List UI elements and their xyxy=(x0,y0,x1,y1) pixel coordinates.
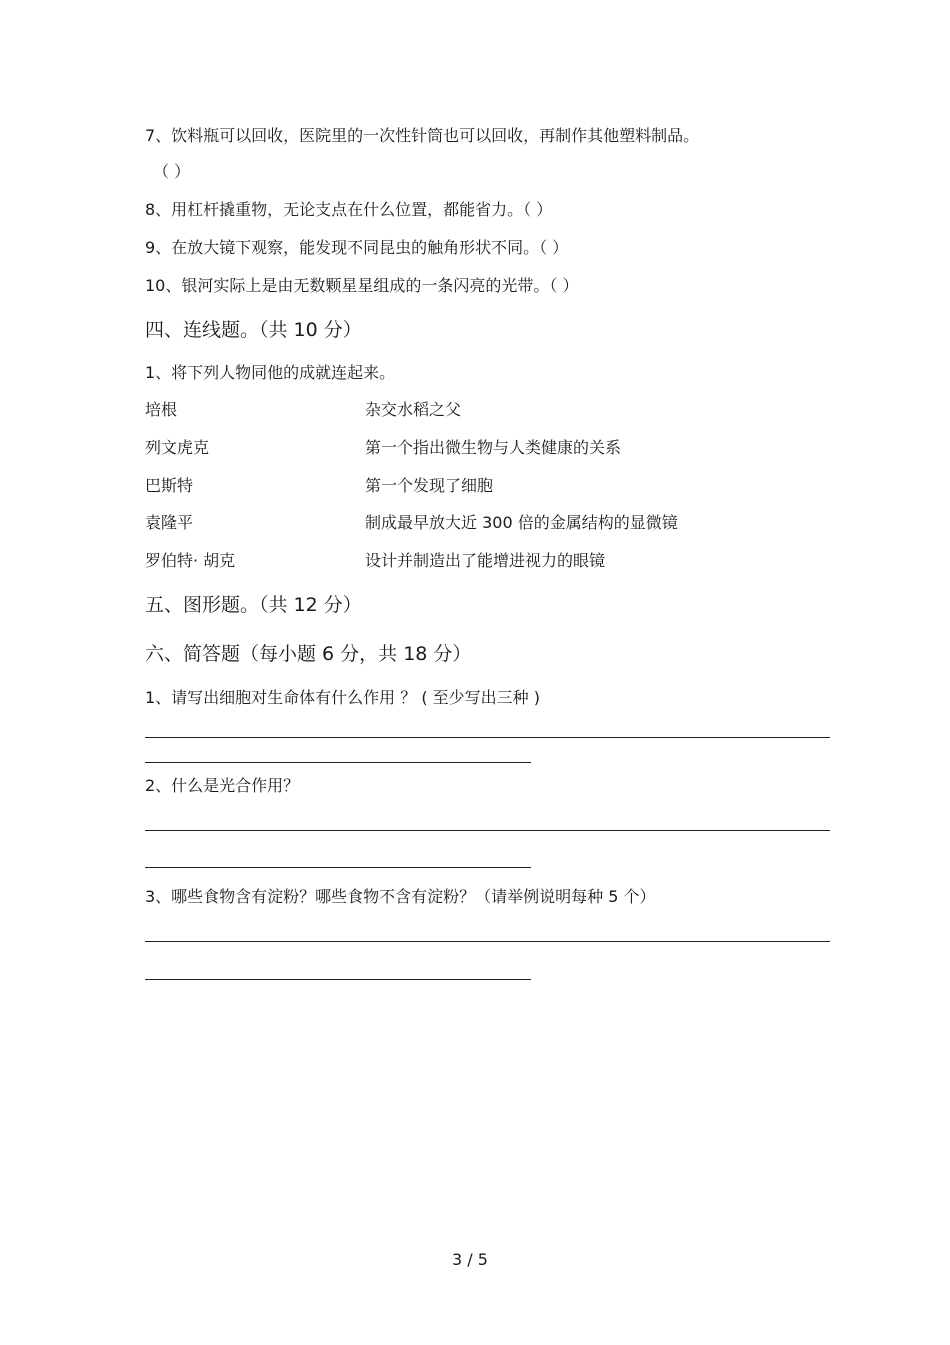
question-8: 8、用杠杆撬重物，无论支点在什么位置，都能省力。（ ） xyxy=(145,200,553,219)
achievement: 第一个发现了细胞 xyxy=(365,476,494,495)
question-9: 9、在放大镜下观察，能发现不同昆虫的触角形状不同。（ ） xyxy=(145,238,569,257)
question-7: 7、饮料瓶可以回收，医院里的一次性针筒也可以回收，再制作其他塑料制品。 xyxy=(145,126,700,145)
answer-line[interactable] xyxy=(145,830,830,831)
answer-line[interactable] xyxy=(145,762,531,763)
achievement: 第一个指出微生物与人类健康的关系 xyxy=(365,438,622,457)
answer-line[interactable] xyxy=(145,979,531,980)
section-4-question-1: 1、将下列人物同他的成就连起来。 xyxy=(145,363,396,382)
section-6-title: 六、简答题（每小题 6 分，共 18 分） xyxy=(145,643,472,665)
section-5-title: 五、图形题。（共 12 分） xyxy=(145,594,362,616)
question-10: 10、银河实际上是由无数颗星星组成的一条闪亮的光带。（ ） xyxy=(145,276,579,295)
person-name: 罗伯特· 胡克 xyxy=(145,551,236,570)
section-6-question-2: 2、什么是光合作用？ xyxy=(145,776,300,795)
section-6-question-1: 1、请写出细胞对生命体有什么作用 ？ ( 至少写出三种 ) xyxy=(145,688,541,707)
person-name: 列文虎克 xyxy=(145,438,210,457)
page-number: 3 / 5 xyxy=(452,1250,488,1269)
answer-line[interactable] xyxy=(145,941,830,942)
question-7-bracket: （ ） xyxy=(153,162,191,181)
achievement: 杂交水稻之父 xyxy=(365,400,462,419)
answer-line[interactable] xyxy=(145,737,830,738)
section-6-question-3: 3、哪些食物含有淀粉？哪些食物不含有淀粉？（请举例说明每种 5 个） xyxy=(145,887,656,906)
achievement: 设计并制造出了能增进视力的眼镜 xyxy=(365,551,606,570)
section-4-title: 四、连线题。（共 10 分） xyxy=(145,319,362,341)
answer-line[interactable] xyxy=(145,867,531,868)
person-name: 培根 xyxy=(145,400,178,419)
achievement: 制成最早放大近 300 倍的金属结构的显微镜 xyxy=(365,513,678,532)
person-name: 袁隆平 xyxy=(145,513,194,532)
person-name: 巴斯特 xyxy=(145,476,194,495)
